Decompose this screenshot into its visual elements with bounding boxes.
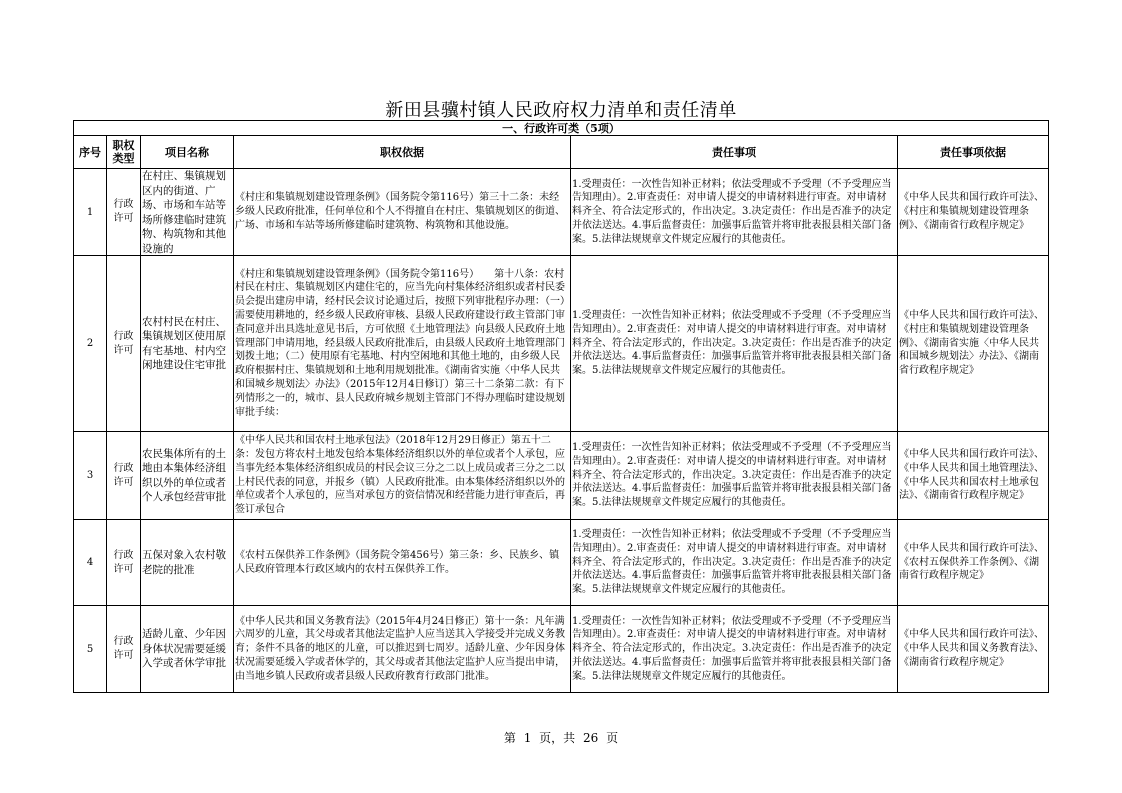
row-duty: 1.受理责任：一次性告知补正材料；依法受理或不予受理（不予受理应当告知理由）。2.审查责任：对申请人提交的申请材料进行审查。对申请材料齐全、符合法定形式的，作出决定。3.决定责任：作出是否准予的决定并依法送达。4.事后监督责任：加强事后监管并将审批表报县相关部门备案。5.法律法规规章文件规定应履行的其他责任。 [571,169,898,256]
row-num: 4 [74,520,107,606]
row-basis: 《农村五保供养工作条例》（国务院令第456号）第三条：乡、民族乡、镇人民政府管理本行政区域内的农村五保供养工作。 [234,520,571,606]
row-type: 行政 许可 [107,169,141,256]
row-type: 行政 许可 [107,256,141,432]
table-row [74,169,1049,256]
table-row [74,520,1049,606]
document-title: 新田县骥村镇人民政府权力清单和责任清单 [385,100,737,121]
row-basis: 《村庄和集镇规划建设管理条例》（国务院令第116号）第三十二条：未经乡级人民政府批准，任何单位和个人不得擅自在村庄、集镇规划区的街道、广场、市场和车站等场所修建临时建筑物、构筑物和其他设施。 [234,169,571,256]
row-name: 农村村民在村庄、集镇规划区使用原有宅基地、村内空闲地建设住宅审批 [141,256,234,432]
row-type: 行政 许可 [107,606,141,693]
footer-mid: 页，共 [539,731,576,745]
row-num: 3 [74,432,107,520]
row-duty-basis: 《中华人民共和国行政许可法》、《村庄和集镇规划建设管理条例》、《湖南省实施〈中华人民共和国城乡规划法〉办法》、《湖南省行政程序规定》 [898,256,1049,432]
header-duty: 责任事项 [571,136,898,169]
page-footer [0,731,1122,745]
row-name: 农民集体所有的土地由本集体经济组织以外的单位或者个人承包经营审批 [141,432,234,520]
footer-prefix: 第 [503,731,516,745]
row-duty-basis: 《中华人民共和国行政许可法》、《村庄和集镇规划建设管理条例》、《湖南省行政程序规定》 [898,169,1049,256]
row-num: 2 [74,256,107,432]
total-pages: 26 [583,731,599,745]
table-row [74,606,1049,693]
row-type: 行政 许可 [107,432,141,520]
row-num: 5 [74,606,107,693]
row-num: 1 [74,169,107,256]
table-row [74,256,1049,432]
header-name: 项目名称 [141,136,234,169]
header-basis: 职权依据 [234,136,571,169]
table-row [74,432,1049,520]
header-num: 序号 [74,136,107,169]
row-basis: 《村庄和集镇规划建设管理条例》（国务院令第116号） 第十八条：农村村民在村庄、集镇规划区内建住宅的，应当先向村集体经济组织或者村民委员会提出建房申请，经村民会议讨论通过后，按照下列审批程序办理：（一）需要使用耕地的，经乡级人民政府审核、县级人民政府建设行政主管部门审查同意并出具选址意见书后，方可依照《土地管理法》向县级人民政府土地管理部门申请用地，经县级人民政府批准后，由县级人民政府土地管理部门划拨土地；（二）使用原有宅基地、村内空闲地和其他土地的，由乡级人民政府根据村庄、集镇规划和土地利用规划批准。《湖南省实施〈中华人民共和国城乡规划法〉办法》（2015年12月4日修订）第三十二条第二款：有下列情形之一的，城市、县人民政府城乡规划主管部门不得办理临时建设规划审批手续： [234,256,571,432]
current-page-number: 1 [523,731,532,745]
row-name: 适龄儿童、少年因身体状况需要延缓入学或者休学审批 [141,606,234,693]
header-type: 职权 类型 [107,136,141,169]
row-basis: 《中华人民共和国农村土地承包法》（2018年12月29日修正）第五十二条：发包方将农村土地发包给本集体经济组织以外的单位或者个人承包，应当事先经本集体经济组织成员的村民会议三分之二以上成员或者三分之二以上村民代表的同意，并报乡（镇）人民政府批准。由本集体经济组织以外的单位或者个人承包的，应当对承包方的资信情况和经营能力进行审查后，再签订承包合 [234,432,571,520]
row-duty: 1.受理责任：一次性告知补正材料；依法受理或不予受理（不予受理应当告知理由）。2.审查责任：对申请人提交的申请材料进行审查。对申请材料齐全、符合法定形式的，作出决定。3.决定责任：作出是否准予的决定并依法送达。4.事后监督责任：加强事后监管并将审批表报县相关部门备案。5.法律法规规章文件规定应履行的其他责任。 [571,432,898,520]
row-duty: 1.受理责任：一次性告知补正材料；依法受理或不予受理（不予受理应当告知理由）。2.审查责任：对申请人提交的申请材料进行审查。对申请材料齐全、符合法定形式的，作出决定。3.决定责任：作出是否准予的决定并依法送达。4.事后监督责任：加强事后监管并将审批表报县相关部门备案。5.法律法规规章文件规定应履行的其他责任。 [571,606,898,693]
section-header: 一、行政许可类（5项） [74,121,1049,136]
row-type: 行政 许可 [107,520,141,606]
row-name: 在村庄、集镇规划区内的街道、广场、市场和车站等场所修建临时建筑物、构筑物和其他设施的 [141,169,234,256]
row-duty-basis: 《中华人民共和国行政许可法》、《中华人民共和国土地管理法》、《中华人民共和国农村土地承包法》、《湖南省行政程序规定》 [898,432,1049,520]
row-duty: 1.受理责任：一次性告知补正材料；依法受理或不予受理（不予受理应当告知理由）。2.审查责任：对申请人提交的申请材料进行审查。对申请材料齐全、符合法定形式的，作出决定。3.决定责任：作出是否准予的决定并依法送达。4.事后监督责任：加强事后监管并将审批表报县相关部门备案。5.法律法规规章文件规定应履行的其他责任。 [571,520,898,606]
footer-suffix: 页 [606,731,619,745]
header-duty-basis: 责任事项依据 [898,136,1049,169]
row-basis: 《中华人民共和国义务教育法》（2015年4月24日修正）第十一条：凡年满六周岁的儿童，其父母或者其他法定监护人应当送其入学接受并完成义务教育；条件不具备的地区的儿童，可以推迟到七周岁。适龄儿童、少年因身体状况需要延缓入学或者休学的，其父母或者其他法定监护人应当提出申请，由当地乡镇人民政府或者县级人民政府教育行政部门批准。 [234,606,571,693]
row-duty-basis: 《中华人民共和国行政许可法》、《农村五保供养工作条例》、《湖南省行政程序规定》 [898,520,1049,606]
power-list-table [73,120,1049,693]
row-duty-basis: 《中华人民共和国行政许可法》、《中华人民共和国义务教育法》、《湖南省行政程序规定》 [898,606,1049,693]
row-name: 五保对象入农村敬老院的批准 [141,520,234,606]
row-duty: 1.受理责任：一次性告知补正材料；依法受理或不予受理（不予受理应当告知理由）。2.审查责任：对申请人提交的申请材料进行审查。对申请材料齐全、符合法定形式的，作出决定。3.决定责任：作出是否准予的决定并依法送达。4.事后监督责任：加强事后监管并将审批表报县相关部门备案。5.法律法规规章文件规定应履行的其他责任。 [571,256,898,432]
